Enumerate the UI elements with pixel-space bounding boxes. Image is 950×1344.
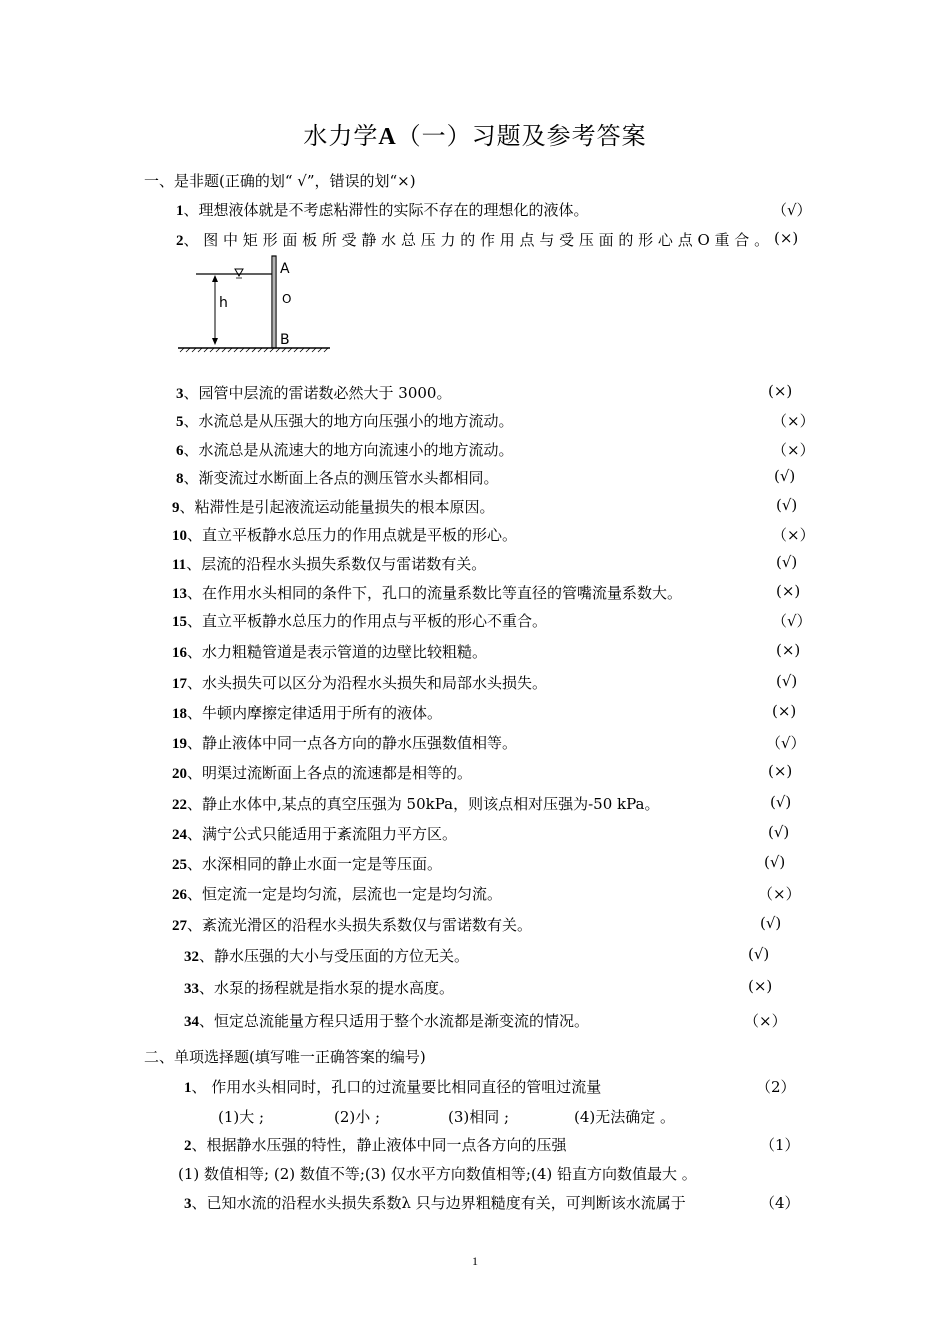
tf-answer-24: (√) [768,823,790,841]
tf-answer-33: (×) [748,977,773,995]
tf-answer-11: (√) [776,553,798,571]
mc-answer-1: （2） [756,1078,796,1096]
tf-answer-13: (×) [776,582,801,600]
tf-answer-6: （×） [772,441,815,459]
page-title: 水力学A（一）习题及参考答案 [303,122,647,150]
svg-text:B: B [280,332,290,348]
tf-item-9: 9、粘滞性是引起液流运动能量损失的根本原因。 [172,498,495,516]
tf-answer-2: (×) [774,229,799,247]
tf-answer-16: (×) [776,641,801,659]
tf-answer-18: (×) [772,702,797,720]
plate-pressure-diagram [174,252,334,356]
mc-option-1-4: (4)无法确定 。 [574,1108,676,1126]
section-1-heading: 一、是非题(正确的划“ √”，错误的划“×) [144,172,416,190]
mc-option-1-1: (1)大 ; [218,1108,265,1126]
tf-answer-3: (×) [768,382,793,400]
tf-item-2: 2、 图 中 矩 形 面 板 所 受 静 水 总 压 力 的 作 用 点 与 受 压 面 的 形 心 点 O 重 合 。 [176,231,770,249]
mc-option-1-3: (3)相同 ; [448,1108,510,1126]
tf-answer-20: (×) [768,762,793,780]
tf-answer-15: （√） [772,612,812,630]
tf-answer-22: (√) [770,793,792,811]
mc-answer-3: （4） [760,1194,800,1212]
tf-answer-26: （×） [758,885,801,903]
tf-item-17: 17、水头损失可以区分为沿程水头损失和局部水头损失。 [172,674,548,692]
tf-answer-10: （×） [772,526,815,544]
tf-answer-9: (√) [776,496,798,514]
tf-answer-17: (√) [776,672,798,690]
tf-item-19: 19、静止液体中同一点各方向的静水压强数值相等。 [172,734,518,752]
tf-item-22: 22、静止水体中,某点的真空压强为 50kPa，则该点相对压强为-50 kPa。 [172,795,660,813]
svg-text:h: h [219,295,228,311]
tf-item-34: 34、恒定总流能量方程只适用于整个水流都是渐变流的情况。 [184,1012,590,1030]
tf-item-18: 18、牛顿内摩擦定律适用于所有的液体。 [172,704,443,722]
svg-text:A: A [280,261,290,277]
tf-answer-8: (√) [774,467,796,485]
tf-answer-1: （√） [772,201,812,219]
tf-item-8: 8、渐变流过水断面上各点的测压管水头都相同。 [176,469,499,487]
section-2-heading: 二、单项选择题(填写唯一正确答案的编号) [144,1048,426,1066]
mc-options-2: (1) 数值相等; (2) 数值不等;(3) 仅水平方向数值相等;(4) 铅直方向数值最大 。 [178,1165,697,1183]
tf-answer-32: (√) [748,945,770,963]
tf-item-1: 1、理想液体就是不考虑粘滞性的实际不存在的理想化的液体。 [176,201,589,219]
tf-item-26: 26、恒定流一定是均匀流，层流也一定是均匀流。 [172,885,503,903]
tf-answer-27: (√) [760,914,782,932]
tf-item-13: 13、在作用水头相同的条件下，孔口的流量系数比等直径的管嘴流量系数大。 [172,584,683,602]
tf-item-6: 6、水流总是从流速大的地方向流速小的地方流动。 [176,441,514,459]
tf-item-10: 10、直立平板静水总压力的作用点就是平板的形心。 [172,526,518,544]
tf-item-16: 16、水力粗糙管道是表示管道的边壁比较粗糙。 [172,643,488,661]
tf-item-20: 20、明渠过流断面上各点的流速都是相等的。 [172,764,473,782]
svg-text:O: O [282,292,292,306]
tf-item-24: 24、满宁公式只能适用于紊流阻力平方区。 [172,825,458,843]
mc-answer-2: （1） [760,1136,800,1154]
page-number: 1 [472,1254,478,1268]
tf-item-25: 25、水深相同的静止水面一定是等压面。 [172,855,443,873]
tf-item-11: 11、层流的沿程水头损失系数仅与雷诺数有关。 [172,555,487,573]
tf-item-33: 33、水泵的扬程就是指水泵的提水高度。 [184,979,455,997]
tf-answer-25: (√) [764,853,786,871]
tf-item-3: 3、园管中层流的雷诺数必然大于 3000。 [176,384,452,402]
tf-item-32: 32、静水压强的大小与受压面的方位无关。 [184,947,470,965]
mc-item-3: 3、已知水流的沿程水头损失系数λ 只与边界粗糙度有关，可判断该水流属于 [184,1194,686,1212]
tf-answer-19: （√） [766,734,806,752]
mc-item-2: 2、根据静水压强的特性，静止液体中同一点各方向的压强 [184,1136,567,1154]
mc-item-1: 1、 作用水头相同时，孔口的过流量要比相同直径的管咀过流量 [184,1078,602,1096]
mc-option-1-2: (2)小 ; [334,1108,381,1126]
tf-item-15: 15、直立平板静水总压力的作用点与平板的形心不重合。 [172,612,548,630]
tf-answer-34: （×） [744,1012,787,1030]
tf-item-27: 27、紊流光滑区的沿程水头损失系数仅与雷诺数有关。 [172,916,533,934]
tf-answer-5: （×） [772,412,815,430]
tf-item-5: 5、水流总是从压强大的地方向压强小的地方流动。 [176,412,514,430]
